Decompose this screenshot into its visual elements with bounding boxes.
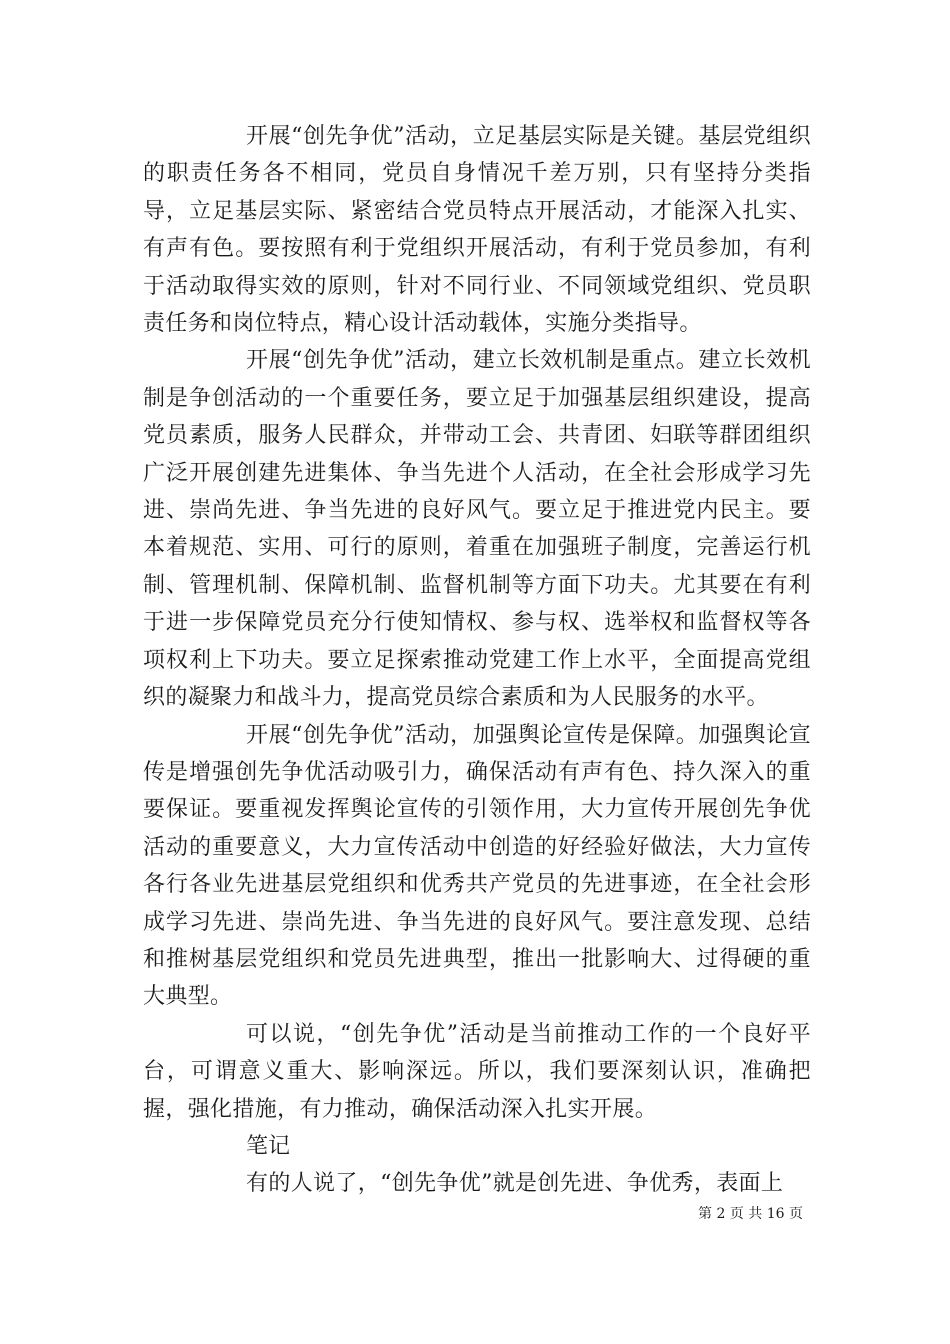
- paragraph-publicity: 开展“创先争优”活动，加强舆论宣传是保障。加强舆论宣传是增强创先争优活动吸引力，确保活动有声有色、持久深入的重要保证。要重视发挥舆论宣传的引领作用，大力宣传开展创先争优活动的重要意义，大力宣传活动中创造的好经验好做法，大力宣传各行各业先进基层党组织和优秀共产党员的先进事迹，在全社会形成学习先进、崇尚先进、争当先进的良好风气。要注意发现、总结和推树基层党组织和党员先进典型，推出一批影响大、过得硬的重大典型。: [143, 722, 811, 1010]
- document-body: [143, 118, 811, 1203]
- section-heading-notes: 笔记: [246, 1133, 291, 1159]
- paragraph-conclusion: 可以说，“创先争优”活动是当前推动工作的一个良好平台，可谓意义重大、影响深远。所以，我们要深刻认识，准确把握，强化措施，有力推动，确保活动深入扎实开展。: [143, 1021, 811, 1122]
- paragraph-long-term-mechanism: 开展“创先争优”活动，建立长效机制是重点。建立长效机制是争创活动的一个重要任务，要立足于加强基层组织建设，提高党员素质，服务人民群众，并带动工会、共青团、妇联等群团组织广泛开展创建先进集体、争当先进个人活动，在全社会形成学习先进、崇尚先进、争当先进的良好风气。要立足于推进党内民主。要本着规范、实用、可行的原则，着重在加强班子制度，完善运行机制、管理机制、保障机制、监督机制等方面下功夫。尤其要在有利于进一步保障党员充分行使知情权、参与权、选举权和监督权等各项权利上下功夫。要立足探索推动党建工作上水平，全面提高党组织的凝聚力和战斗力，提高党员综合素质和为人民服务的水平。: [143, 348, 811, 711]
- page-number-footer: 第 2 页 共 16 页: [698, 1206, 803, 1222]
- paragraph-key-point: 开展“创先争优”活动，立足基层实际是关键。基层党组织的职责任务各不相同，党员自身情况千差万别，只有坚持分类指导，立足基层实际、紧密结合党员特点开展活动，才能深入扎实、有声有色。要按照有利于党组织开展活动，有利于党员参加，有利于活动取得实效的原则，针对不同行业、不同领域党组织、党员职责任务和岗位特点，精心设计活动载体，实施分类指导。: [143, 124, 811, 337]
- paragraph-notes-start: 有的人说了，“创先争优”就是创先进、争优秀，表面上: [246, 1171, 784, 1197]
